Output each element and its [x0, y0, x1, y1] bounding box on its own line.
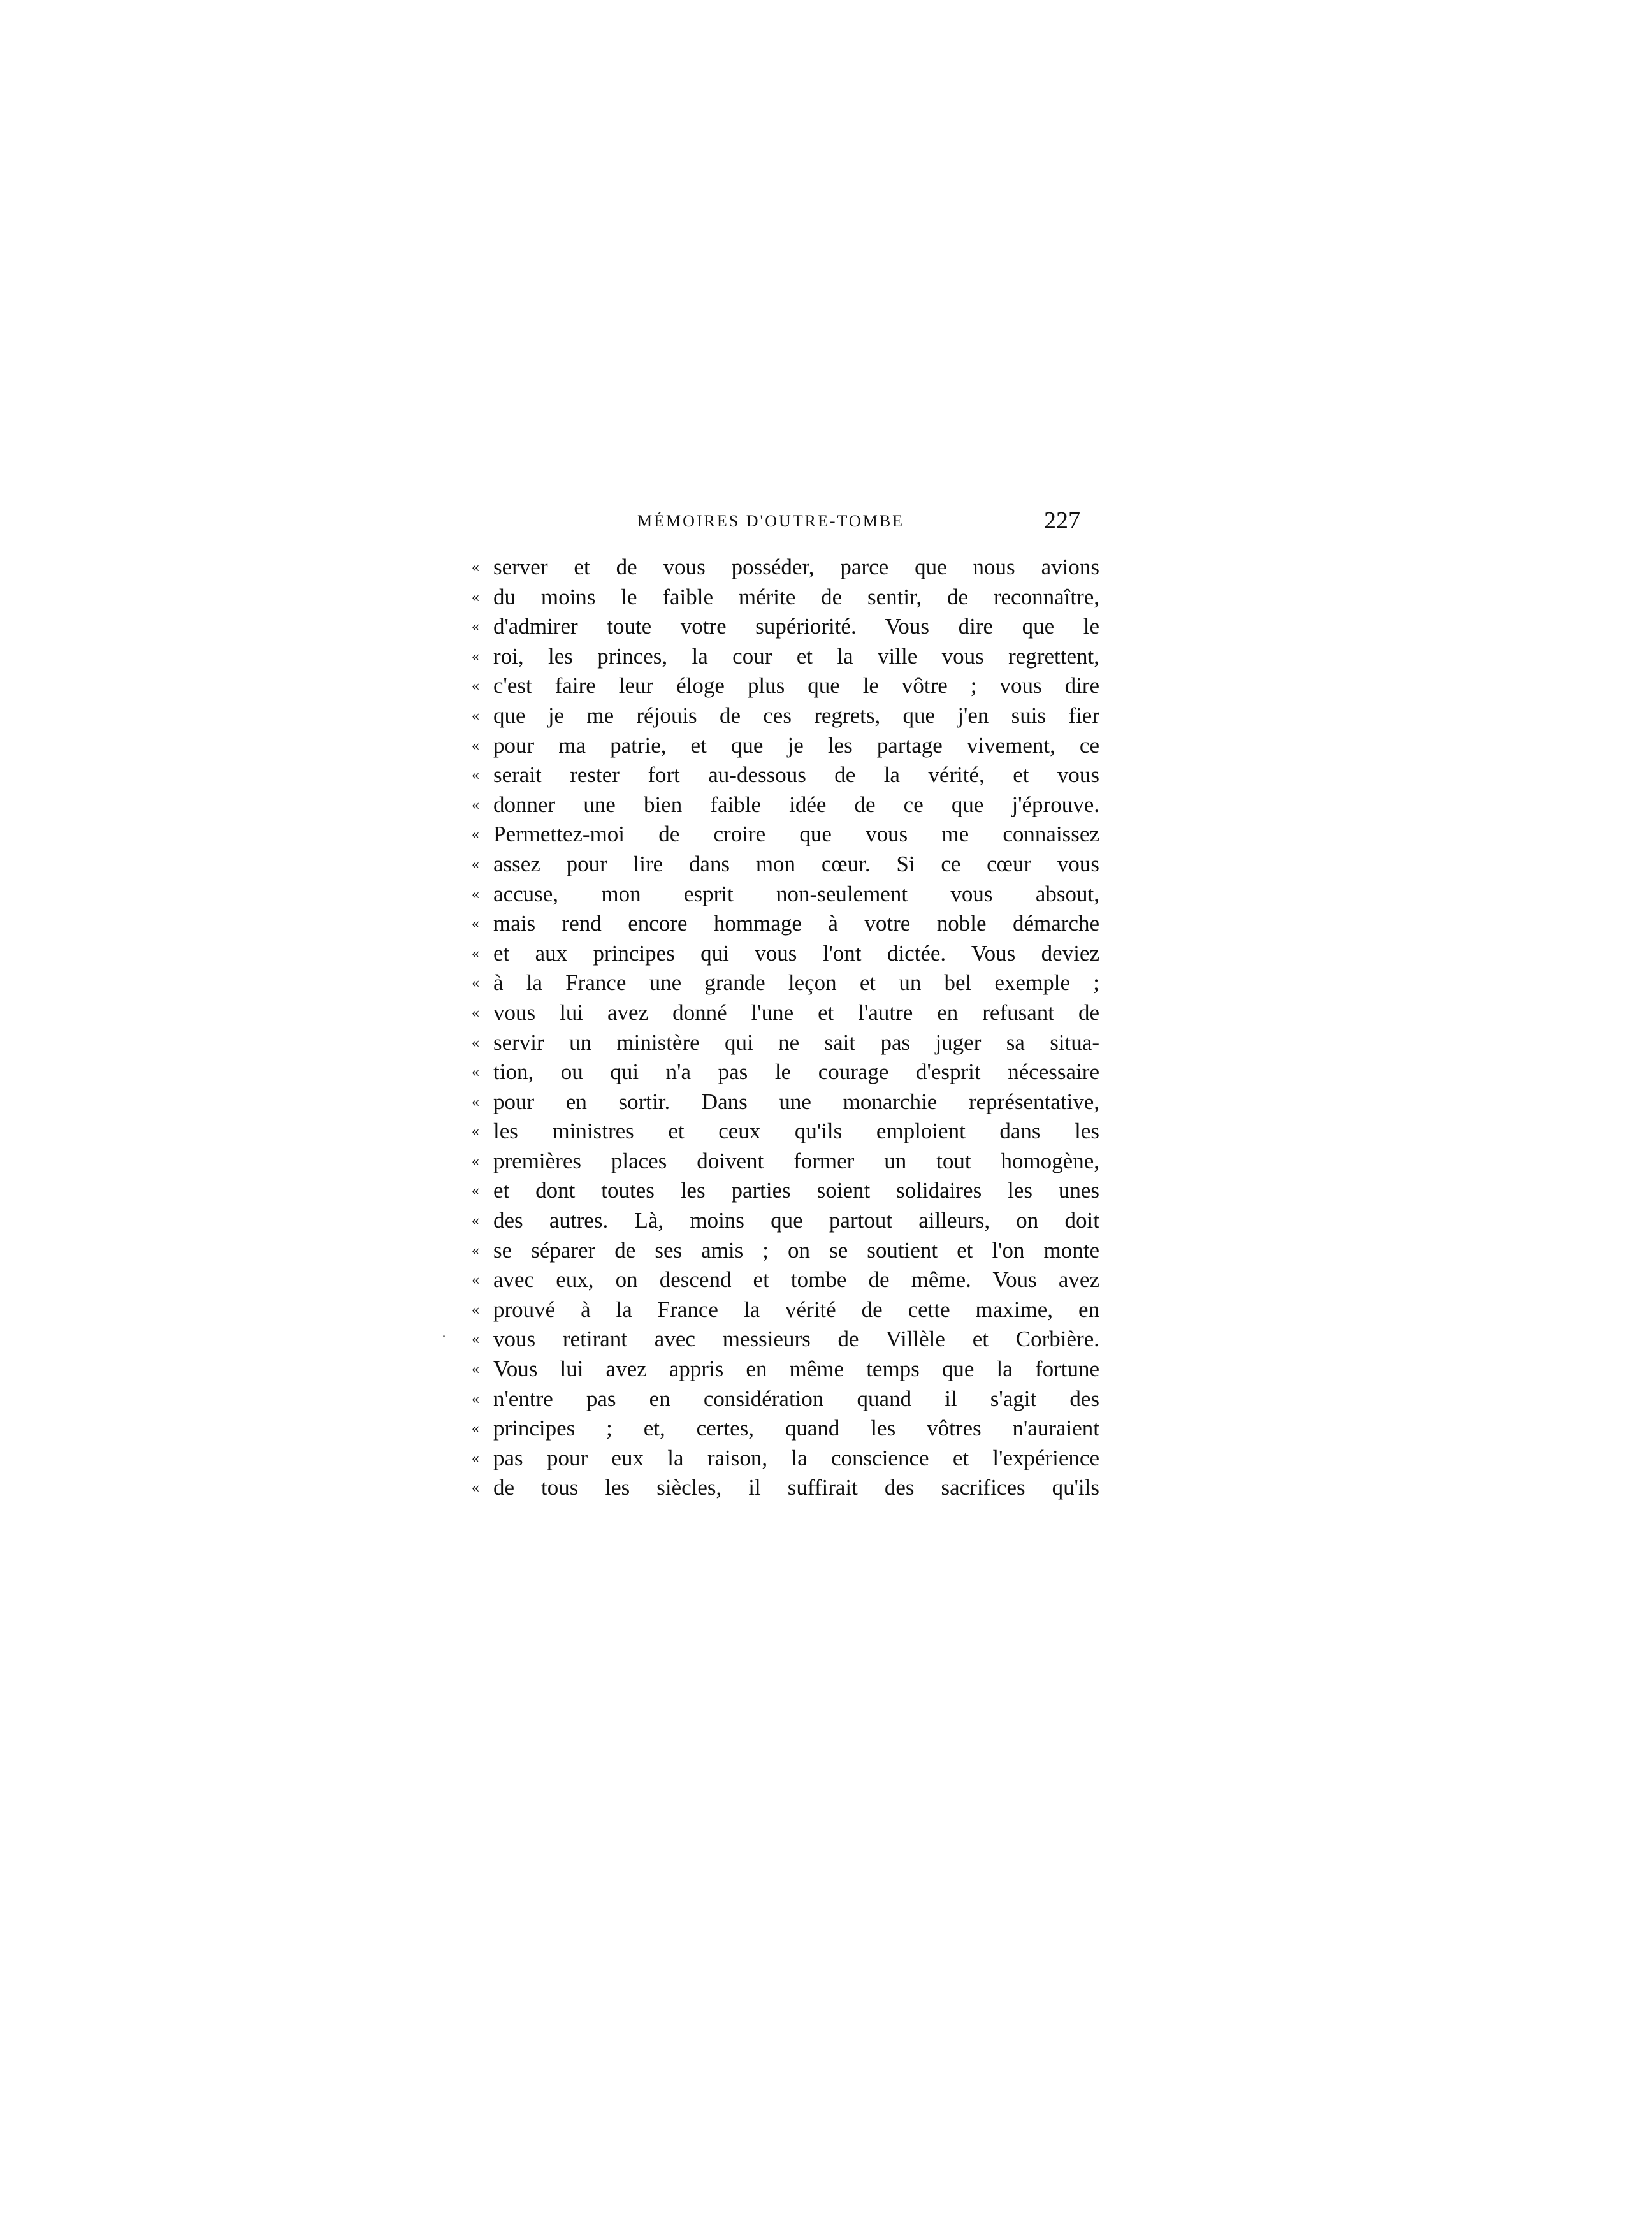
- line-text: Vous lui avez appris en même temps que la fortune: [493, 1356, 1099, 1382]
- quote-mark: «: [472, 1093, 479, 1110]
- quote-mark: «: [472, 1361, 479, 1378]
- line-text: serait rester fort au-dessous de la vérité, et vous: [493, 762, 1099, 788]
- text-line: [472, 820, 1112, 850]
- text-line: [472, 1444, 1112, 1474]
- text-line: [472, 1117, 1112, 1147]
- quote-mark: «: [472, 1390, 479, 1407]
- quote-mark: «: [472, 945, 479, 962]
- line-text: tion, ou qui n'a pas le courage d'esprit nécessaire: [493, 1059, 1099, 1085]
- text-line: [472, 850, 1112, 880]
- quote-mark: «: [472, 915, 479, 933]
- quote-mark: «: [472, 1449, 479, 1467]
- line-text: avec eux, on descend et tombe de même. Vous avez: [493, 1267, 1099, 1293]
- quote-mark: «: [472, 678, 479, 695]
- quote-mark: «: [472, 1420, 479, 1437]
- text-line: [472, 1236, 1112, 1266]
- page-number: 227: [1044, 507, 1080, 534]
- quote-mark: «: [472, 1272, 479, 1289]
- line-text: des autres. Là, moins que partout ailleurs, on doit: [493, 1208, 1099, 1233]
- line-text: c'est faire leur éloge plus que le vôtre ; vous dire: [493, 673, 1099, 699]
- line-text: n'entre pas en considération quand il s'agit des: [493, 1386, 1099, 1411]
- line-text: Permettez-moi de croire que vous me connaissez: [493, 822, 1099, 847]
- text-line: [472, 731, 1112, 761]
- quote-mark: «: [472, 737, 479, 754]
- line-text: donner une bien faible idée de ce que j'éprouve.: [493, 792, 1099, 817]
- line-text: premières places doivent former un tout homogène,: [493, 1148, 1099, 1173]
- text-line: [472, 1057, 1112, 1087]
- line-text: principes ; et, certes, quand les vôtres n'auraient: [493, 1416, 1099, 1441]
- text-line: [472, 642, 1112, 672]
- line-text: pour ma patrie, et que je les partage vivement, ce: [493, 732, 1099, 758]
- quote-mark: «: [472, 1242, 479, 1259]
- text-line: [472, 1295, 1112, 1325]
- line-text: assez pour lire dans mon cœur. Si ce cœur vous: [493, 851, 1099, 876]
- quote-mark: «: [472, 1212, 479, 1230]
- line-text: mais rend encore hommage à votre noble démarche: [493, 911, 1099, 936]
- text-line: [472, 998, 1112, 1028]
- book-page: [472, 507, 1112, 1503]
- quote-mark: «: [472, 1182, 479, 1200]
- text-line: [472, 583, 1112, 613]
- line-text: vous lui avez donné l'une et l'autre en refusant de: [493, 999, 1099, 1025]
- quote-mark: «: [472, 826, 479, 843]
- text-line: [472, 1354, 1112, 1384]
- quote-mark: «: [472, 767, 479, 784]
- quote-mark: «: [472, 1301, 479, 1318]
- text-line: [472, 1384, 1112, 1414]
- text-line: [472, 612, 1112, 642]
- text-line: [472, 1087, 1112, 1117]
- quote-mark: «: [472, 1123, 479, 1140]
- line-text: d'admirer toute votre supériorité. Vous dire que le: [493, 614, 1099, 639]
- line-text: les ministres et ceux qu'ils emploient dans les: [493, 1119, 1099, 1144]
- text-line: [472, 968, 1112, 998]
- quote-mark: «: [472, 855, 479, 873]
- quote-mark: «: [472, 975, 479, 992]
- text-line: [472, 1147, 1112, 1177]
- line-text: pour en sortir. Dans une monarchie représentative,: [493, 1089, 1099, 1114]
- quote-mark: «: [472, 796, 479, 813]
- text-line: [472, 701, 1112, 731]
- line-text: prouvé à la France la vérité de cette maxime, en: [493, 1296, 1099, 1322]
- line-text: et aux principes qui vous l'ont dictée. Vous deviez: [493, 940, 1099, 966]
- line-text: à la France une grande leçon et un bel exemple ;: [493, 970, 1099, 996]
- running-title: MÉMOIRES D'OUTRE-TOMBE: [637, 512, 905, 530]
- text-line: [472, 790, 1112, 820]
- running-header: [472, 507, 1112, 545]
- text-line: [472, 909, 1112, 939]
- text-line: [472, 671, 1112, 701]
- text-line: [472, 880, 1112, 910]
- quote-mark: «: [472, 559, 479, 576]
- line-text: servir un ministère qui ne sait pas juger sa situa-: [493, 1029, 1099, 1055]
- quote-mark: «: [472, 885, 479, 903]
- quote-mark: «: [472, 618, 479, 635]
- line-text: et dont toutes les parties soient solidaires les unes: [493, 1178, 1099, 1203]
- quote-mark: «: [472, 588, 479, 606]
- body-text: [472, 553, 1112, 1503]
- quote-mark: «: [472, 1152, 479, 1170]
- text-line: [472, 1028, 1112, 1058]
- quote-mark: «: [472, 1004, 479, 1021]
- quote-mark: «: [472, 648, 479, 665]
- quote-mark: «: [472, 1479, 479, 1497]
- quote-mark: «: [472, 1064, 479, 1081]
- quote-mark: «: [472, 707, 479, 724]
- line-text: vous retirant avec messieurs de Villèle et Corbière.: [493, 1326, 1099, 1352]
- text-line: [472, 1414, 1112, 1444]
- text-line: [472, 1473, 1112, 1503]
- line-text: roi, les princes, la cour et la ville vous regrettent,: [493, 643, 1099, 669]
- text-line: [472, 553, 1112, 583]
- text-line: [472, 1325, 1112, 1354]
- text-line: [472, 760, 1112, 790]
- text-line: [472, 1206, 1112, 1236]
- line-text: pas pour eux la raison, la conscience et l'expérience: [493, 1445, 1099, 1470]
- text-line: [472, 1176, 1112, 1206]
- line-text: de tous les siècles, il suffirait des sacrifices qu'ils: [493, 1475, 1099, 1500]
- line-text: que je me réjouis de ces regrets, que j'en suis fier: [493, 702, 1099, 728]
- line-text: se séparer de ses amis ; on se soutient et l'on monte: [493, 1237, 1099, 1263]
- quote-mark: «: [472, 1331, 479, 1348]
- line-text: accuse, mon esprit non-seulement vous absout,: [493, 881, 1099, 906]
- text-line: [472, 1265, 1112, 1295]
- quote-mark: «: [472, 1034, 479, 1051]
- line-text: du moins le faible mérite de sentir, de reconnaître,: [493, 584, 1099, 609]
- text-line: [472, 939, 1112, 969]
- print-speck: [443, 1335, 445, 1337]
- line-text: server et de vous posséder, parce que nous avions: [493, 555, 1099, 579]
